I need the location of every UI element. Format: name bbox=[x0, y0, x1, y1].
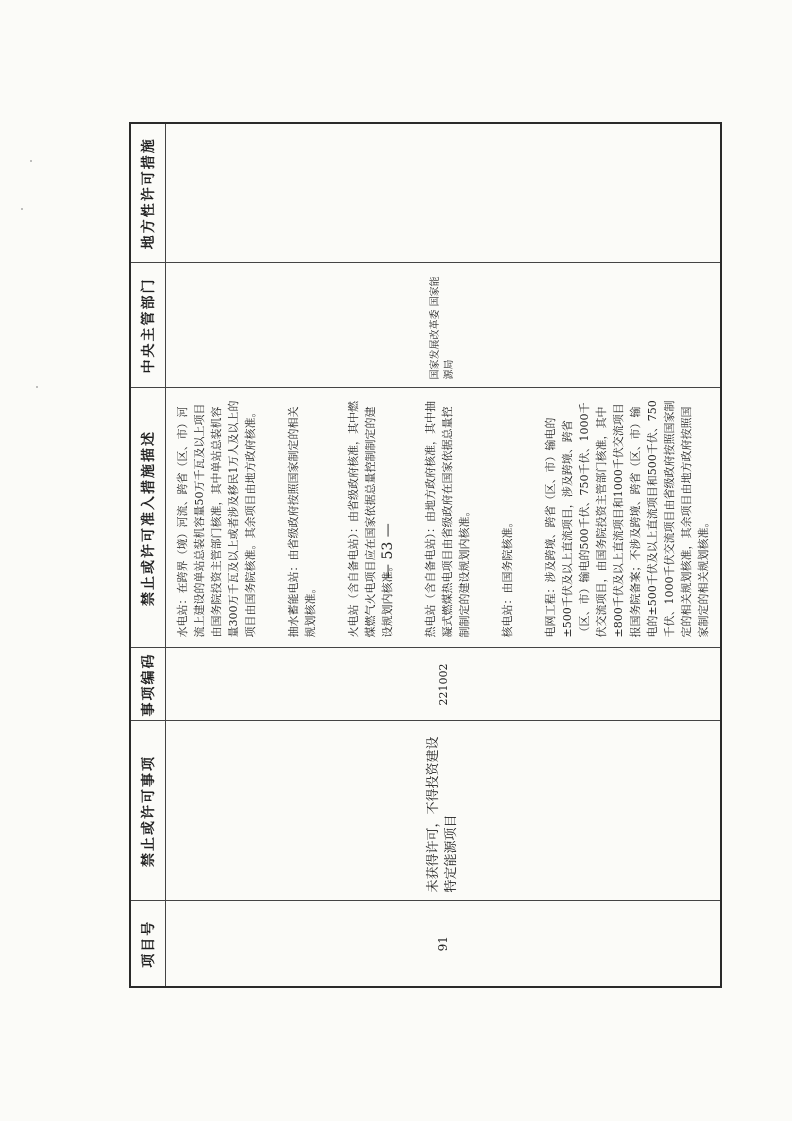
desc-pumped-storage: 抽水蓄能电站：由省级政府按照国家制定的相关规划核准。 bbox=[287, 406, 317, 638]
scan-speck bbox=[36, 386, 38, 388]
table-header-row bbox=[130, 123, 166, 987]
cell-description bbox=[166, 388, 722, 648]
cell-item-name: 未获得许可，不得投资建设特定能源项目 bbox=[166, 721, 722, 901]
permit-measures-table bbox=[129, 122, 722, 988]
header-code: 事项编码 bbox=[130, 648, 166, 721]
cell-item-no: 91 bbox=[166, 901, 722, 987]
cell-code: 221002 bbox=[166, 648, 722, 721]
desc-grid-project: 电网工程：涉及跨境、跨省（区、市）输电的±500千伏及以上直流项目，涉及跨境、跨省（区、市）输电的500千伏、750千伏、1000千伏交流项目，由国务院投资主管部门核准，其中±800千伏及以上直流项目和1000千伏交流项目报国务院备案；不涉及跨境、跨省（区、市）输电的±500千伏及以上直流项目和500千伏、750千伏、1000千伏交流项目由省级政府按照国家制定的相关规划核准，其余项目由地方政府按照国家制定的相关规划核准。 bbox=[544, 400, 710, 638]
desc-hydropower: 水电站：在跨界（境）河流、跨省（区、市）河流上建设的单站总装机容量50万千瓦及以上项目由国务院投资主管部门核准，其中单站总装机容量300万千瓦及以上或者涉及移民1万人及以上的项目由国务院核准。其余项目由地方政府核准。 bbox=[176, 400, 257, 638]
desc-cogeneration: 热电站（含自备电站）：由地方政府核准，其中抽凝式燃煤热电项目由省级政府在国家依据总量控制制定的建设规划内核准。 bbox=[424, 401, 471, 638]
header-item-no: 项目号 bbox=[130, 901, 166, 987]
desc-thermal-power: 火电站（含自备电站）：由省级政府核准，其中燃煤燃气火电项目应在国家依据总量控制制定的建设规划内核准。 bbox=[347, 401, 394, 638]
cell-department: 国家发展改革委 国家能源局 bbox=[166, 263, 722, 388]
table-row bbox=[166, 123, 722, 987]
header-department: 中央主管部门 bbox=[130, 263, 166, 388]
header-item-name: 禁止或许可事项 bbox=[130, 721, 166, 901]
scan-speck bbox=[30, 160, 32, 162]
header-local-measures: 地方性许可措施 bbox=[130, 123, 166, 263]
cell-local-measures bbox=[166, 123, 722, 263]
desc-nuclear: 核电站：由国务院核准。 bbox=[501, 516, 514, 638]
header-description: 禁止或许可准入措施描述 bbox=[130, 388, 166, 648]
scan-speck bbox=[21, 208, 23, 210]
page-number: — 53 — bbox=[380, 523, 396, 578]
